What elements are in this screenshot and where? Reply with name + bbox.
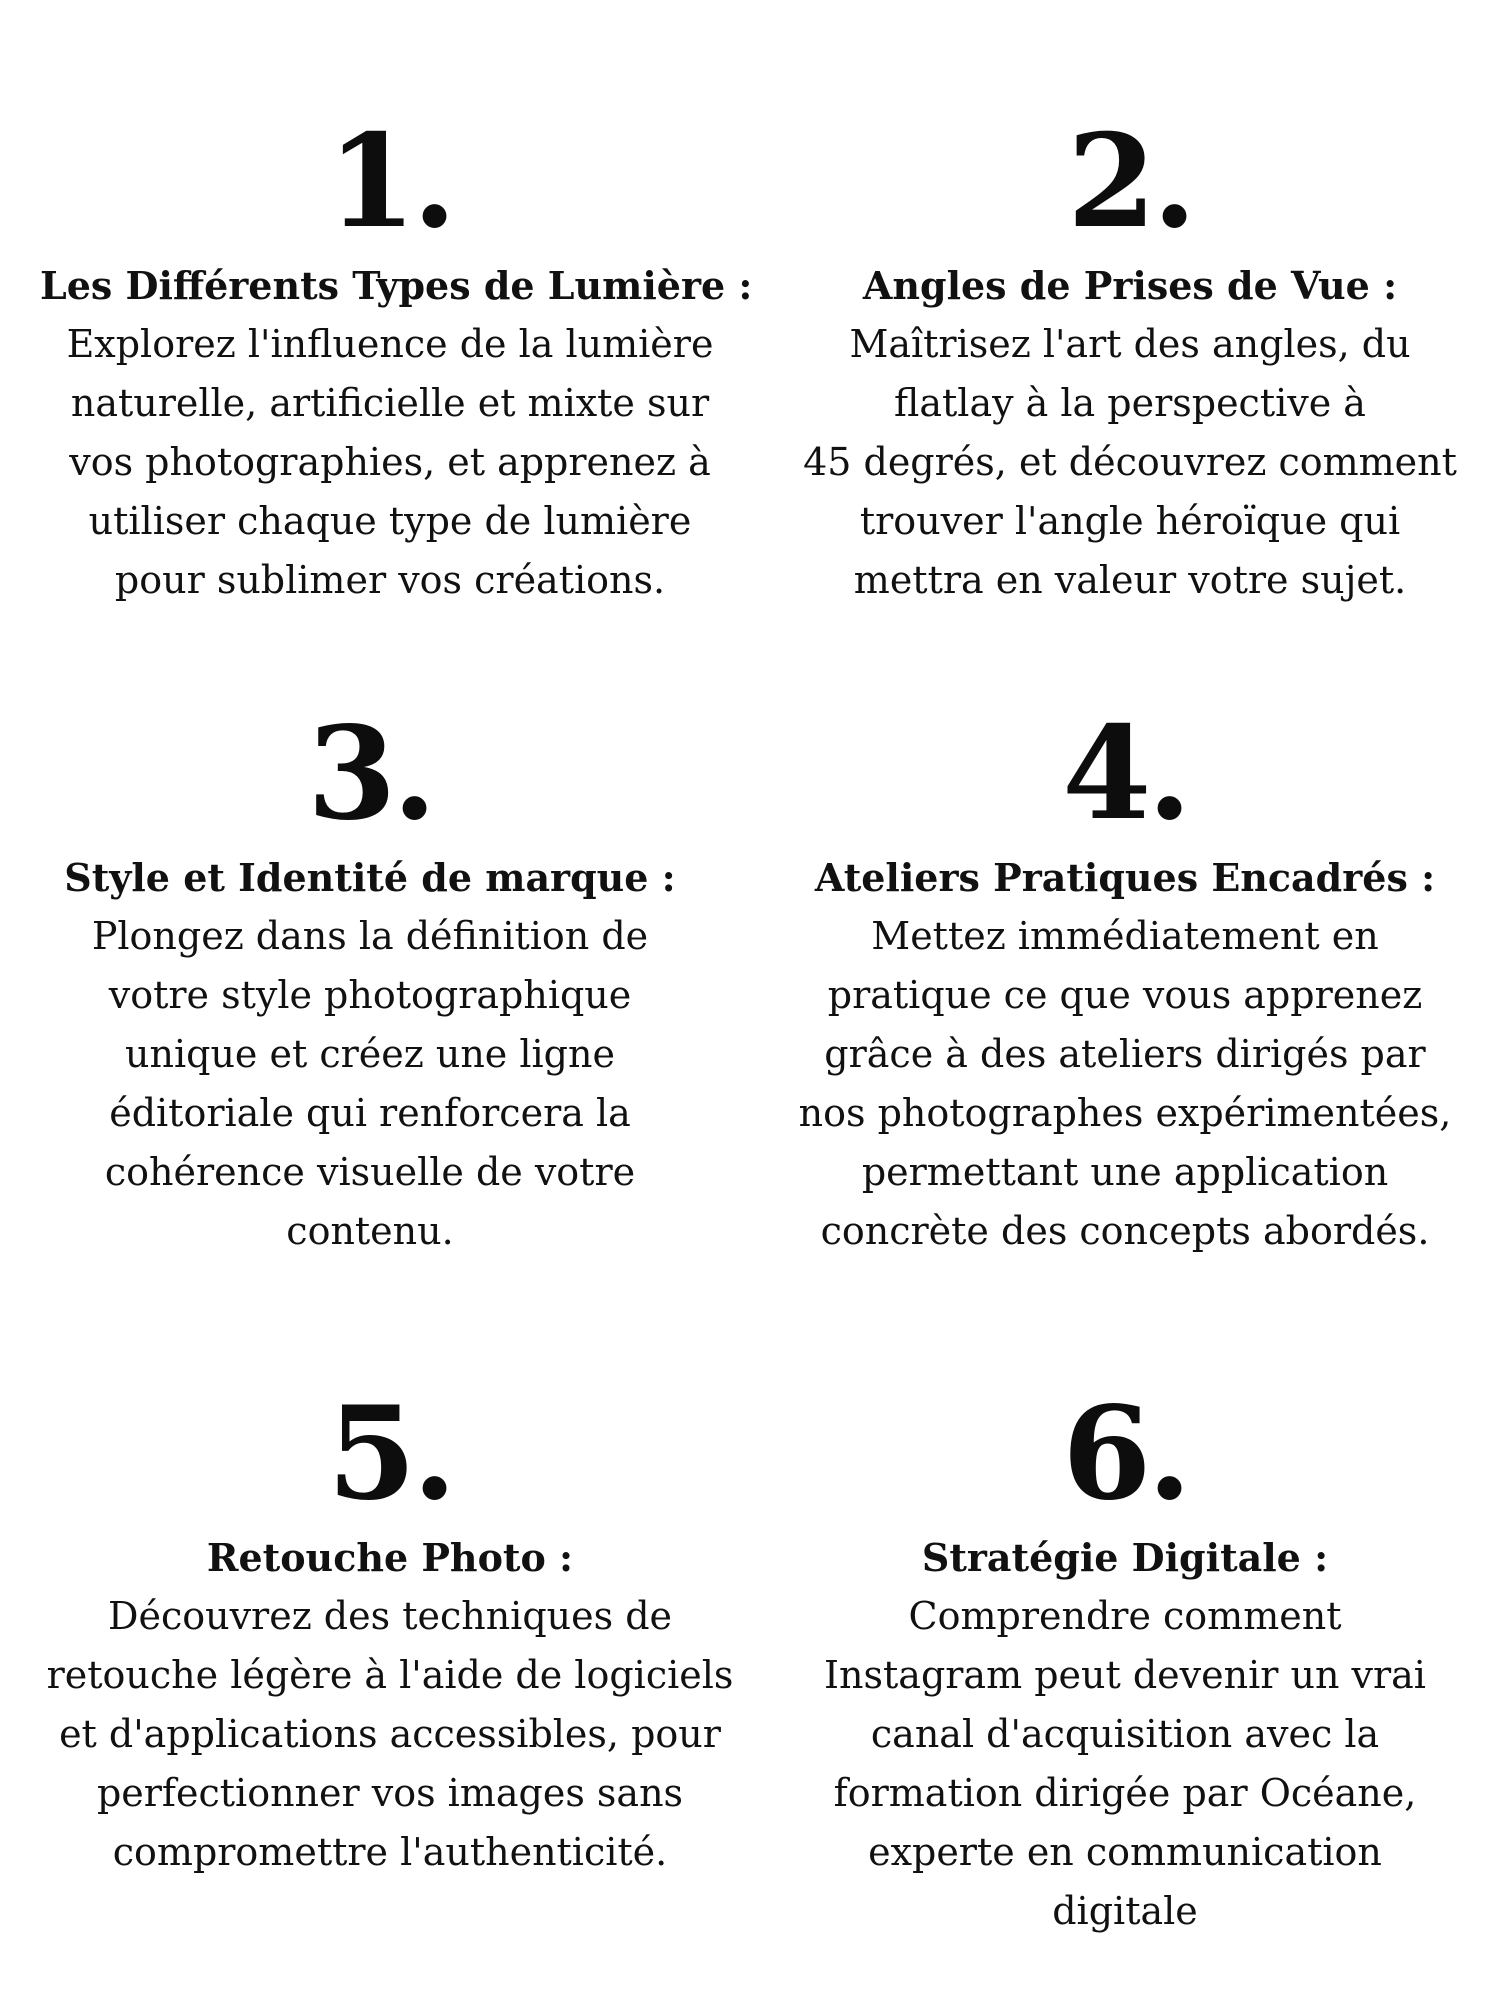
- item-2: [780, 107, 1480, 610]
- item-body-line: mettra en valeur votre sujet.: [853, 558, 1407, 602]
- item-3: [20, 699, 720, 1261]
- item-body-line: nos photographes expérimentées,: [798, 1091, 1452, 1135]
- item-number: 5.: [327, 1379, 453, 1529]
- item-body-line: et d'applications accessibles, pour: [59, 1712, 721, 1756]
- item-body-line: Explorez l'influence de la lumière: [66, 322, 714, 366]
- item-body-line: pour sublimer vos créations.: [114, 558, 666, 602]
- item-body-line: Maîtrisez l'art des angles, du: [849, 322, 1411, 366]
- item-heading: Retouche Photo :: [206, 1535, 574, 1580]
- item-body-line: retouche légère à l'aide de logiciels: [46, 1653, 734, 1697]
- item-body-line: permettant une application: [861, 1150, 1389, 1194]
- item-6: [775, 1379, 1475, 1941]
- item-heading: Style et Identité de marque :: [64, 855, 676, 900]
- item-body-line: cohérence visuelle de votre: [104, 1150, 636, 1194]
- item-description: [775, 848, 1475, 1261]
- item-number: 3.: [307, 699, 433, 849]
- item-body-line: flatlay à la perspective à: [894, 381, 1366, 425]
- item-body-line: experte en communication: [868, 1830, 1382, 1874]
- item-body-line: compromettre l'authenticité.: [112, 1830, 668, 1874]
- item-body-line: Comprendre comment: [908, 1594, 1342, 1638]
- item-body-line: contenu.: [286, 1209, 454, 1253]
- item-body-line: votre style photographique: [108, 973, 632, 1017]
- item-description: [40, 256, 753, 610]
- item-heading: Angles de Prises de Vue :: [862, 263, 1398, 308]
- item-body-line: Plongez dans la définition de: [91, 914, 649, 958]
- item-body-line: perfectionner vos images sans: [96, 1771, 684, 1815]
- item-description: [40, 1528, 740, 1882]
- item-body-line: digitale: [1052, 1889, 1198, 1933]
- item-body-line: éditoriale qui renforcera la: [109, 1091, 631, 1135]
- item-body-line: Découvrez des techniques de: [107, 1594, 673, 1638]
- item-number: 4.: [1062, 699, 1188, 849]
- item-body-line: canal d'acquisition avec la: [870, 1712, 1380, 1756]
- item-body-line: Instagram peut devenir un vrai: [824, 1653, 1426, 1697]
- item-body-line: 45 degrés, et découvrez comment: [803, 440, 1457, 484]
- item-description: [20, 848, 720, 1261]
- item-body-line: pratique ce que vous apprenez: [827, 973, 1423, 1017]
- item-heading: Stratégie Digitale :: [921, 1535, 1329, 1580]
- item-number: 2.: [1067, 107, 1193, 257]
- item-body-line: concrète des concepts abordés.: [820, 1209, 1430, 1253]
- item-body-line: grâce à des ateliers dirigés par: [824, 1032, 1426, 1076]
- item-1: [40, 107, 753, 610]
- item-body-line: naturelle, artificielle et mixte sur: [70, 381, 710, 425]
- item-heading: Les Différents Types de Lumière :: [40, 263, 753, 308]
- item-body-line: vos photographies, et apprenez à: [69, 440, 711, 484]
- item-description: [775, 1528, 1475, 1941]
- item-5: [40, 1379, 740, 1882]
- item-body-line: trouver l'angle héroïque qui: [859, 499, 1401, 543]
- item-body-line: utiliser chaque type de lumière: [88, 499, 692, 543]
- item-description: [780, 256, 1480, 610]
- item-heading: Ateliers Pratiques Encadrés :: [814, 855, 1436, 900]
- item-body-line: unique et créez une ligne: [125, 1032, 615, 1076]
- item-4: [775, 699, 1475, 1261]
- item-number: 6.: [1062, 1379, 1188, 1529]
- item-body-line: formation dirigée par Océane,: [833, 1771, 1417, 1815]
- item-number: 1.: [327, 107, 453, 257]
- item-body-line: Mettez immédiatement en: [871, 914, 1379, 958]
